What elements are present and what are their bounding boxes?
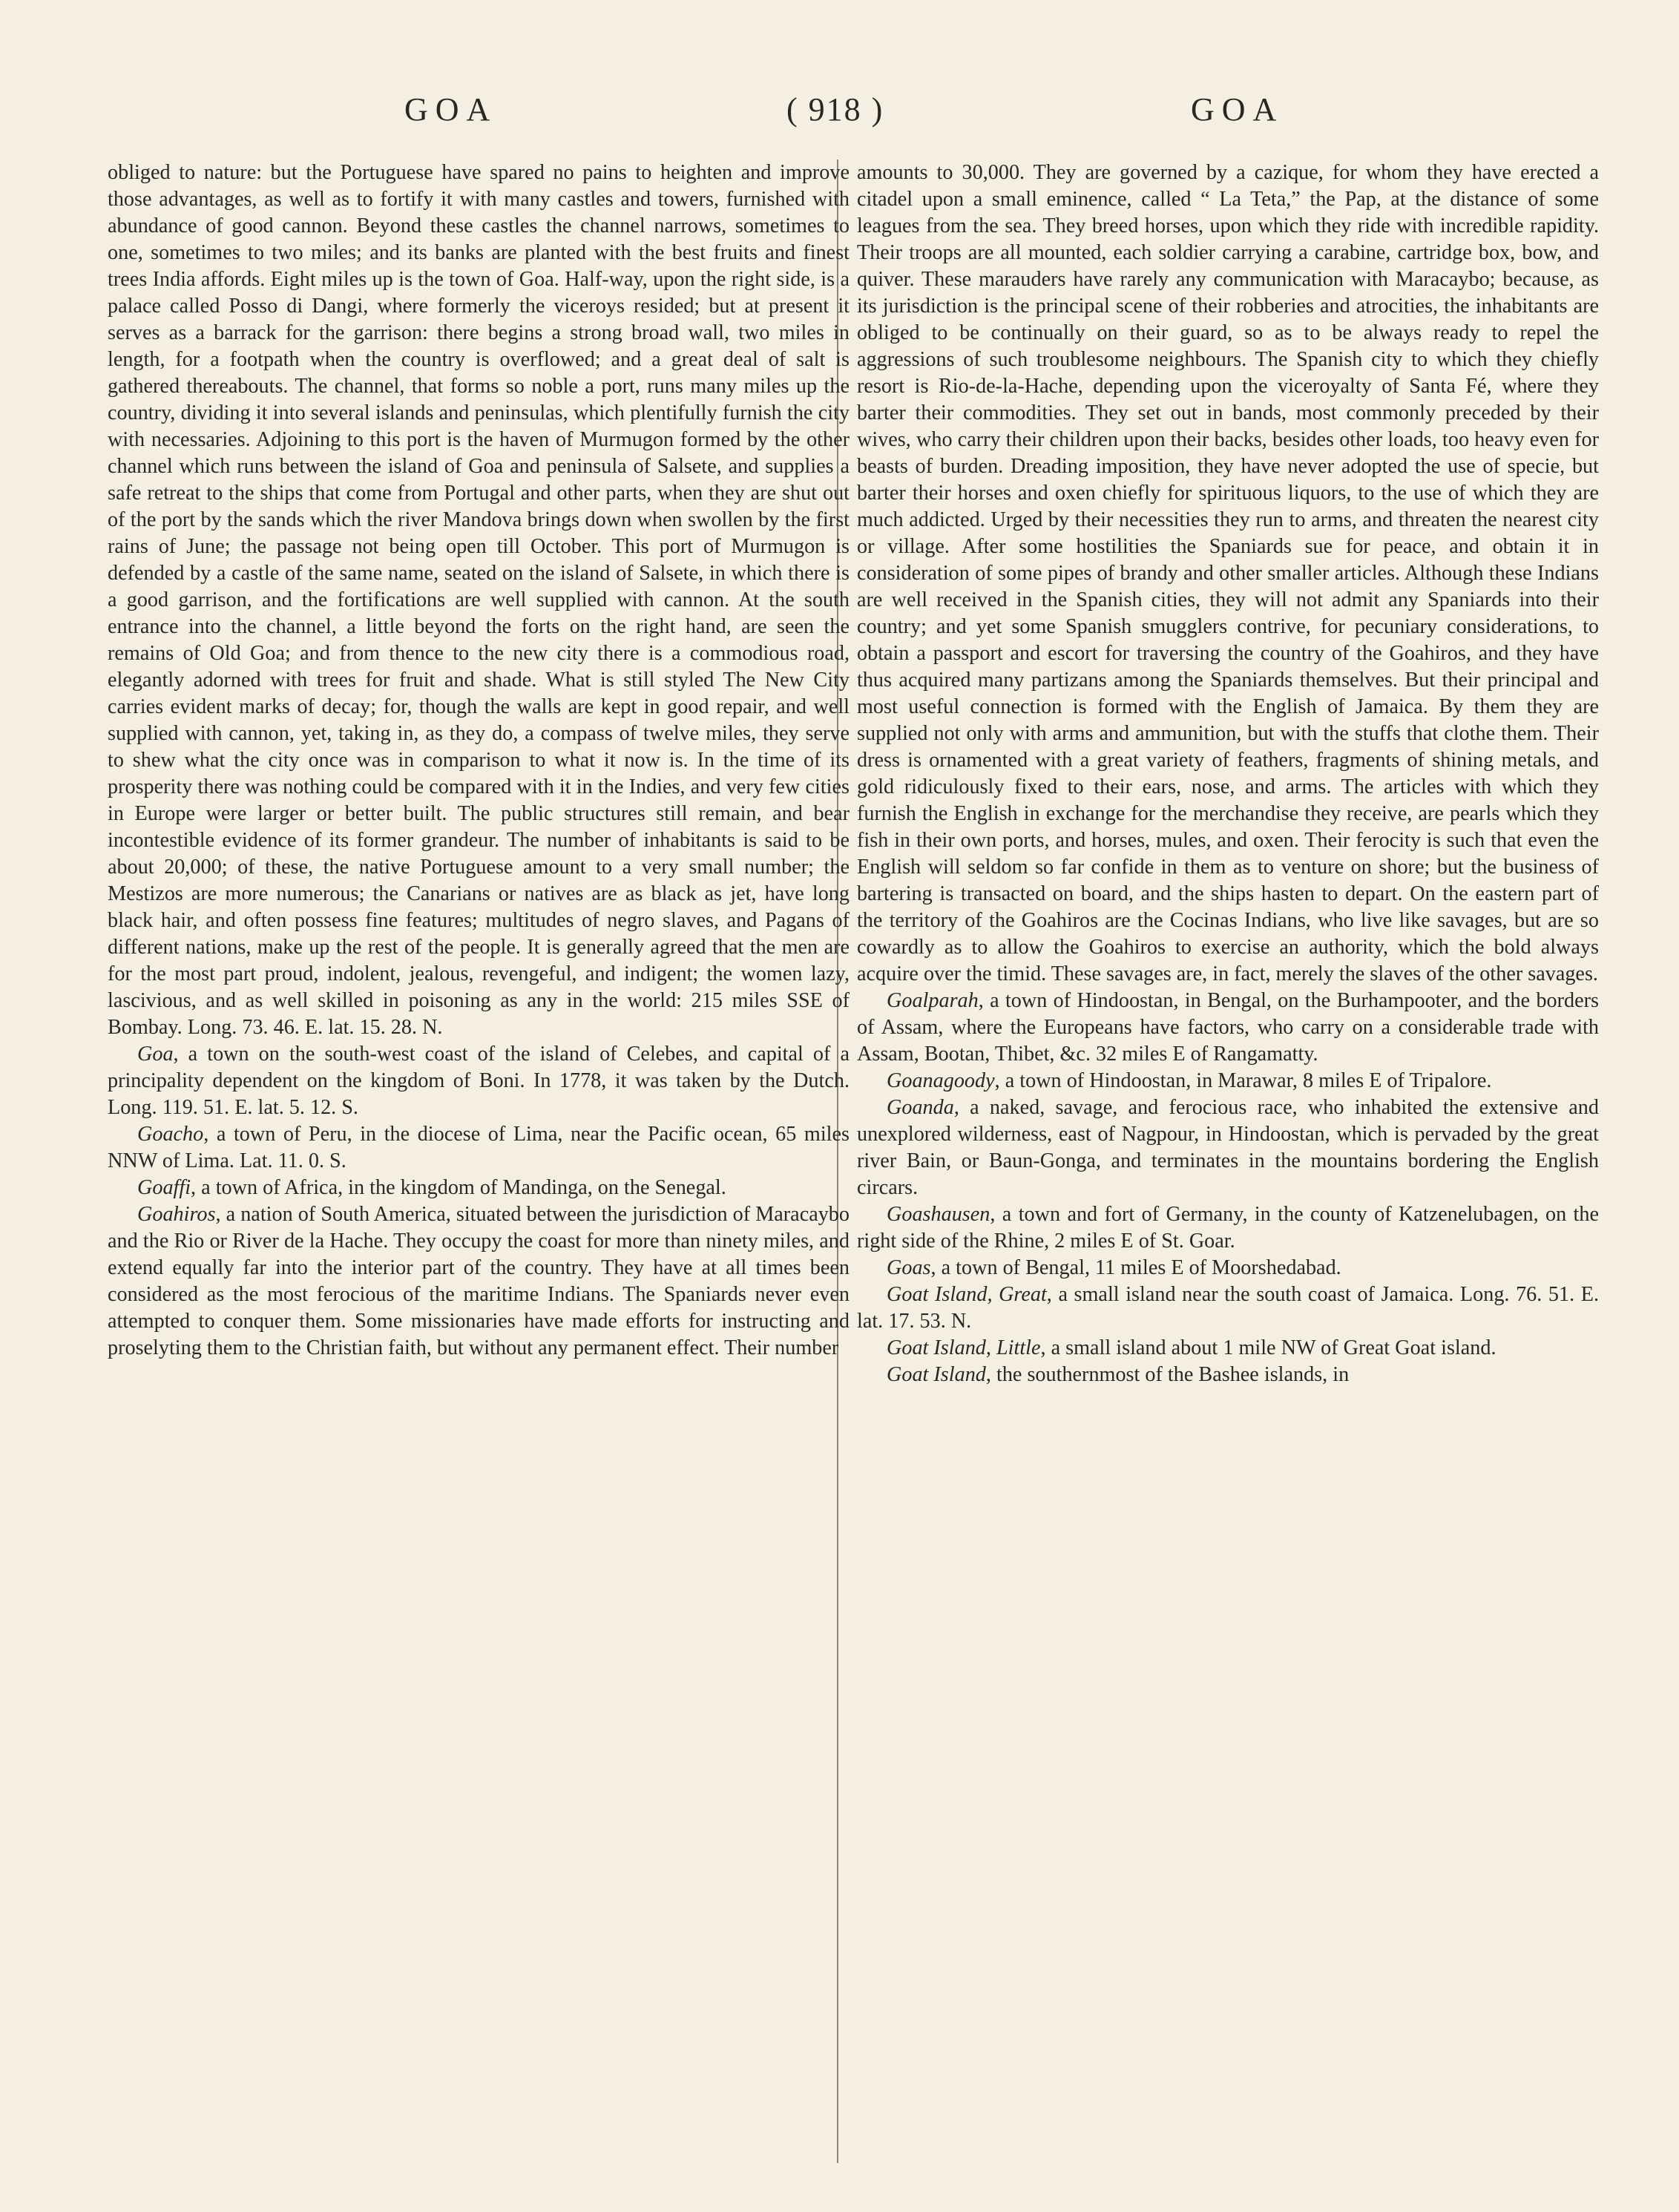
entry-text: , a small island about 1 mile NW of Great Goat island. (1040, 1336, 1496, 1359)
entry-head: Goahiros (137, 1203, 216, 1226)
entry-text: , a nation of South America, situated between the jurisdiction of Maracaybo and the Rio or River de la Hache. They occupy the coast for more than ninety miles, and extend equally far into the interior part of the country. They have at all times been considered as the most ferocious of the maritime Indians. The Spaniards never even attempted to conquer them. Some missionaries have made efforts for instructing and proselyting them to the Christian faith, but without any permanent effect. Their number (108, 1203, 850, 1359)
entry-head: Goacho (137, 1123, 204, 1146)
entry-head: Goa (137, 1043, 174, 1066)
entry-goat-island-little (857, 1335, 1599, 1362)
entry-goanagoody (857, 1068, 1599, 1094)
entry-goahiros (108, 1201, 850, 1362)
header-left: GOA (404, 91, 498, 128)
header-right: GOA (1191, 91, 1284, 128)
entry-text: , a town of Bengal, 11 miles E of Moorshedabad. (930, 1256, 1341, 1279)
entry-head: Goanagoody (887, 1069, 995, 1092)
right-column (857, 160, 1599, 2178)
entry-text: , a town on the south-west coast of the island of Celebes, and capital of a principality dependent on the kingdom of Boni. In 1778, it was taken by the Dutch. Long. 119. 51. E. lat. 5. 12. S. (108, 1043, 850, 1119)
entry-goacho (108, 1121, 850, 1175)
left-column (108, 160, 850, 2178)
continuation-text: obliged to nature: but the Portuguese have spared no pains to heighten and improve those advantages, as well as to fortify it with many castles and towers, furnished with abundance of good cannon. Beyond these castles the channel narrows, sometimes to one, sometimes to two miles; and its banks are planted with the best fruits and finest trees India affords. Eight miles up is the town of Goa. Half-way, upon the right side, is a palace called Posso di Dangi, where formerly the viceroys resided; but at present it serves as a barrack for the garrison: there begins a strong broad wall, two miles in length, for a footpath when the country is overflowed; and a great deal of salt is gathered thereabouts. The channel, that forms so noble a port, runs many miles up the country, dividing it into several islands and peninsulas, which plentifully furnish the city with necessaries. Adjoining to this port is the haven of Murmugon formed by the other channel which runs between the island of Goa and peninsula of Salsete, and supplies a safe retreat to the ships that come from Portugal and other parts, when they are shut out of the port by the sands which the river Mandova brings down when swollen by the first rains of June; the passage not being open till October. This port of Murmugon is defended by a castle of the same name, seated on the island of Salsete, in which there is a good garrison, and the fortifications are well supplied with cannon. At the south entrance into the channel, a little beyond the forts on the right hand, are seen the remains of Old Goa; and from thence to the new city there is a commodious road, elegantly adorned with trees for fruit and shade. What is still styled The New City carries evident marks of decay; for, though the walls are kept in good repair, and well supplied with cannon, yet, taking in, as they do, a compass of twelve miles, they serve to shew what the city once was in comparison to what it now is. In the time of its prosperity there was nothing could be compared with it in the Indies, and very few cities in Europe were larger or better built. The public structures still remain, and bear incontestible evidence of its former grandeur. The number of inhabitants is said to be about 20,000; of these, the native Portuguese amount to a very small number; the Mestizos are more numerous; the Canarians or natives are as black as jet, have long black hair, and often possess fine features; multitudes of negro slaves, and Pagans of different nations, make up the rest of the people. It is generally agreed that the men are for the most part proud, indolent, jealous, revengeful, and indigent; the women lazy, lascivious, and as well skilled in poisoning as any in the world: 215 miles SSE of Bombay. Long. 73. 46. E. lat. 15. 28. N. (108, 161, 850, 1039)
entry-goat-island-great (857, 1281, 1599, 1335)
entry-head: Goat Island (887, 1363, 986, 1386)
page-number: ( 918 ) (786, 91, 884, 128)
entry-text: , a naked, savage, and ferocious race, who inhabited the extensive and unexplored wilderness, east of Nagpour, in Hindoostan, which is pervaded by the great river Bain, or Baun-Gonga, and terminates in the mountains bordering the English circars. (857, 1096, 1599, 1199)
entry-goashausen (857, 1201, 1599, 1255)
entry-goanda (857, 1094, 1599, 1201)
entry-text: , a town of Hindoostan, in Bengal, on the Burhampooter, and the borders of Assam, where the Europeans have factors, who carry on a considerable trade with Assam, Bootan, Thibet, &c. 32 miles E of Rangamatty. (857, 989, 1599, 1066)
entry-text: , a town of Peru, in the diocese of Lima, near the Pacific ocean, 65 miles NNW of Lima. Lat. 11. 0. S. (108, 1123, 850, 1172)
entry-head: Goat Island, Little (887, 1336, 1041, 1359)
entry-goalparah (857, 988, 1599, 1068)
entry-text: , a town of Hindoostan, in Marawar, 8 miles E of Tripalore. (994, 1069, 1492, 1092)
entry-goas (857, 1255, 1599, 1281)
entry-text: , a town of Africa, in the kingdom of Mandinga, on the Senegal. (191, 1176, 726, 1199)
entry-head: Goaffi (137, 1176, 191, 1199)
entry-text: , a town and fort of Germany, in the county of Katzenelubagen, on the right side of the Rhine, 2 miles E of St. Goar. (857, 1203, 1599, 1253)
entry-text: , the southernmost of the Bashee islands, in (985, 1363, 1350, 1386)
entry-goat-island (857, 1362, 1599, 1388)
running-header (0, 88, 1679, 132)
entry-head: Goashausen (887, 1203, 990, 1226)
entry-head: Goanda (887, 1096, 954, 1119)
entry-head: Goalparah (887, 989, 979, 1012)
continuation-text: amounts to 30,000. They are governed by a cazique, for whom they have erected a citadel upon a small eminence, called “ La Teta,” the Pap, at the distance of some leagues from the sea. They breed horses, upon which they ride with incredible rapidity. Their troops are all mounted, each soldier carrying a carabine, cartridge box, bow, and quiver. These marauders have rarely any communication with Maracaybo; because, as its jurisdiction is the principal scene of their robberies and atrocities, the inhabitants are obliged to be continually on their guard, so as to be always ready to repel the aggressions of such troublesome neighbours. The Spanish city to which they chiefly resort is Rio-de-la-Hache, depending upon the viceroyalty of Santa Fé, where they barter their commodities. They set out in bands, most commonly preceded by their wives, who carry their children upon their backs, besides other loads, too heavy even for beasts of burden. Dreading imposition, they have never adopted the use of specie, but barter their horses and oxen chiefly for spirituous liquors, to the use of which they are much addicted. Urged by their necessities they run to arms, and threaten the nearest city or village. After some hostilities the Spaniards sue for peace, and obtain it in consideration of some pipes of brandy and other smaller articles. Although these Indians are well received in the Spanish cities, they will not admit any Spaniards into their country; and yet some Spanish smugglers contrive, for pecuniary considerations, to obtain a passport and escort for traversing the country of the Goahiros, and they have thus acquired many partizans among the Spaniards themselves. But their principal and most useful connection is formed with the English of Jamaica. By them they are supplied not only with arms and ammunition, but with the stuffs that clothe them. Their dress is ornamented with a great variety of feathers, fragments of shining metals, and gold ridiculously fixed to their ears, nose, and arms. The articles with which they furnish the English in exchange for the merchandise they receive, are pearls which they fish in their own ports, and horses, mules, and oxen. Their ferocity is such that even the English will seldom so far confide in them as to venture on shore; but the business of bartering is transacted on board, and the ships hasten to depart. On the eastern part of the territory of the Goahiros are the Cocinas Indians, who live like savages, but are so cowardly as to allow the Goahiros to exercise an authority, which the bold always acquire over the timid. These savages are, in fact, merely the slaves of the other savages. (857, 161, 1599, 985)
entry-goaffi (108, 1175, 850, 1201)
entry-head: Goas (887, 1256, 931, 1279)
entry-text: , a small island near the south coast of Jamaica. Long. 76. 51. E. lat. 17. 53. N. (857, 1283, 1599, 1333)
entry-goa (108, 1041, 850, 1121)
entry-head: Goat Island, Great (887, 1283, 1047, 1306)
